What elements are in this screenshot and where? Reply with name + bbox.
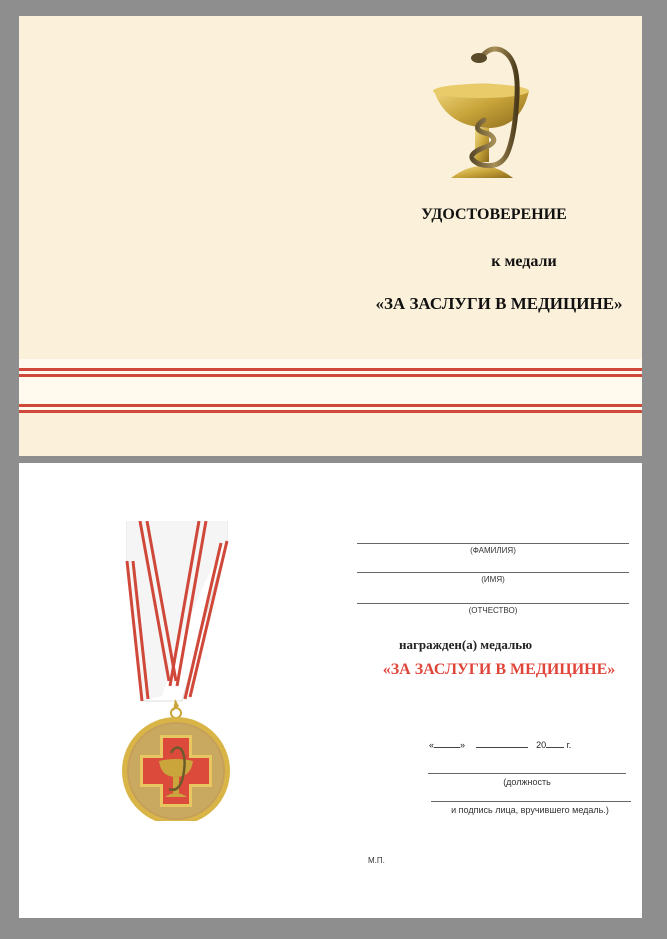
stripe bbox=[19, 374, 642, 377]
stripe bbox=[19, 368, 642, 371]
surname-caption: (ФАМИЛИЯ) bbox=[470, 546, 516, 555]
date-field bbox=[429, 740, 571, 750]
date-close-quote: » bbox=[460, 740, 466, 750]
name-caption: (ИМЯ) bbox=[481, 575, 505, 584]
signature-caption: и подпись лица, вручившего медаль.) bbox=[451, 805, 609, 815]
cover-subtitle: к медали bbox=[491, 253, 557, 270]
date-year-suffix: г. bbox=[566, 740, 572, 750]
date-day-blank[interactable] bbox=[434, 747, 460, 748]
date-year-blank[interactable] bbox=[546, 747, 564, 748]
date-month-blank[interactable] bbox=[476, 747, 528, 748]
position-line[interactable] bbox=[428, 773, 626, 774]
patronymic-line[interactable] bbox=[357, 603, 629, 604]
date-year-prefix: 20 bbox=[536, 740, 547, 750]
cover-title: УДОСТОВЕРЕНИЕ bbox=[421, 206, 567, 223]
position-caption: (должность bbox=[503, 777, 551, 787]
name-line[interactable] bbox=[357, 572, 629, 573]
stripe bbox=[19, 410, 642, 413]
signature-line[interactable] bbox=[431, 801, 631, 802]
bowl-of-hygieia-icon bbox=[429, 36, 569, 186]
awarded-text: награжден(а) медалью bbox=[399, 637, 533, 652]
stripe bbox=[19, 404, 642, 407]
certificate-cover bbox=[19, 16, 642, 456]
award-medal-name: «ЗА ЗАСЛУГИ В МЕДИЦИНЕ» bbox=[382, 661, 616, 678]
cover-medal-name: «ЗА ЗАСЛУГИ В МЕДИЦИНЕ» bbox=[375, 294, 623, 313]
surname-line[interactable] bbox=[357, 543, 629, 544]
date-open-quote: « bbox=[429, 740, 435, 750]
patronymic-caption: (ОТЧЕСТВО) bbox=[468, 606, 518, 615]
certificate-inner bbox=[19, 463, 642, 918]
medal-red-cross-icon bbox=[107, 521, 247, 821]
seal-label: М.П. bbox=[368, 856, 385, 865]
